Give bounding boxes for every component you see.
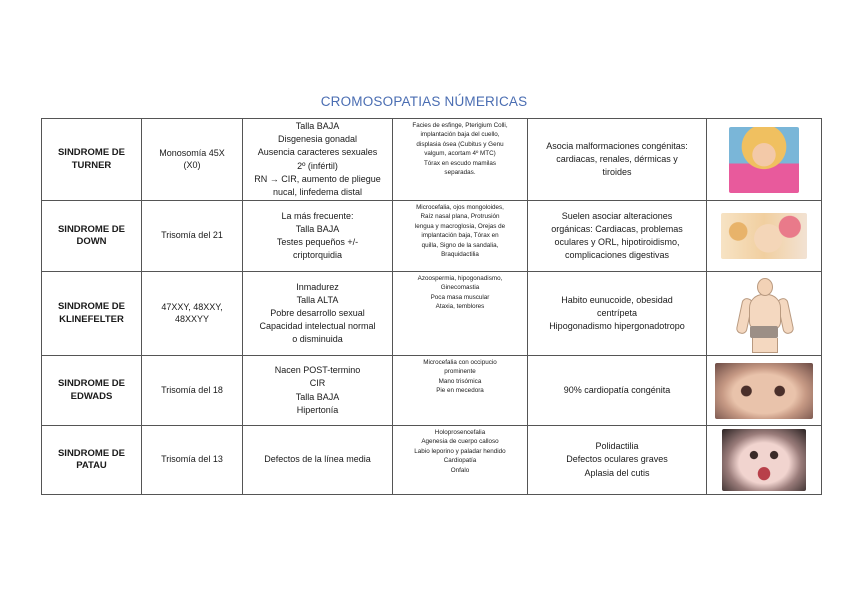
cell-line: valgum, acortam 4º MTC): [424, 150, 496, 158]
cell-line: tiroides: [602, 167, 632, 178]
cell-line: prominente: [444, 368, 476, 376]
cell-line: 90% cardiopatía congénita: [563, 384, 671, 395]
cell-line: (X0): [183, 159, 201, 170]
cell-line: Labio leporino y paladar hendido: [414, 447, 506, 455]
cell-line: Cardiopatía: [443, 457, 477, 465]
cell-line: RN → CIR, aumento de pliegue: [254, 173, 381, 184]
cell-line: Braquidactilia: [441, 251, 479, 259]
clinical-features: [243, 356, 393, 426]
cell-line: DOWN: [76, 236, 107, 247]
patau-infant-photo-icon: [722, 429, 806, 491]
cell-line: SINDROME DE: [57, 447, 126, 459]
cell-line: Facies de esfinge, Pterigium Colli,: [412, 122, 508, 129]
phenotype-features: [393, 119, 528, 201]
cell-line: Nacen POST-termino: [274, 365, 361, 376]
karyotype: [142, 201, 243, 272]
phenotype-features: [393, 426, 528, 495]
cell-line: Onfalo: [450, 466, 470, 474]
table-row: [42, 272, 822, 356]
cell-line: Defectos oculares graves: [566, 454, 668, 465]
cell-line: Talla BAJA: [295, 121, 340, 132]
cell-line: Habito eunucoide, obesidad: [561, 294, 673, 305]
cell-line: SINDROME DE: [57, 301, 126, 313]
cell-line: Trisomía del 13: [161, 454, 223, 465]
cell-line: criptorquidia: [292, 250, 343, 261]
karyotype: [142, 272, 243, 356]
table-row: [42, 201, 822, 272]
syndrome-photo: [707, 201, 822, 272]
cell-line: Microcefalia, ojos mongoloides,: [416, 204, 504, 211]
cell-line: Disgenesia gonadal: [277, 134, 358, 145]
cell-line: Hipertonía: [296, 404, 339, 415]
cell-line: Ginecomastia: [440, 284, 480, 292]
cell-line: Monosomía 45X: [159, 147, 225, 158]
cell-line: Testes pequeños +/-: [276, 237, 359, 247]
clinical-features: [243, 272, 393, 356]
cell-line: o disminuida: [292, 334, 343, 345]
cell-line: displasia ósea (Cubitus y Genu: [416, 140, 504, 148]
cell-line: 2º (infértil): [297, 160, 338, 171]
cell-line: Aplasia del cutis: [584, 467, 650, 478]
associated-conditions: [528, 426, 707, 495]
cell-line: Mano trisómica: [438, 377, 482, 385]
cell-line: Ataxia, temblores: [435, 303, 485, 311]
cell-line: Microcefalia con occipucio: [423, 359, 497, 366]
cell-line: cardiacas, renales, dérmicas y: [556, 153, 678, 164]
cell-line: TURNER: [71, 159, 112, 171]
cell-line: Inmadurez: [296, 281, 339, 292]
cell-line: Capacidad intelectual normal: [259, 321, 376, 332]
cell-line: orgánicas: Cardiacas, problemas: [551, 223, 683, 234]
associated-conditions: [528, 201, 707, 272]
cell-line: Pie en mecedora: [436, 387, 484, 395]
cell-line: SINDROME DE: [57, 378, 126, 390]
karyotype: [142, 356, 243, 426]
klinefelter-figure-illustration-icon: [729, 276, 799, 352]
clinical-features: [243, 426, 393, 495]
associated-conditions: [528, 119, 707, 201]
edwards-infant-photo-icon: [715, 363, 813, 419]
cell-line: implantación baja del cuello,: [420, 131, 500, 139]
cell-line: EDWADS: [70, 390, 113, 402]
cell-line: Talla ALTA: [296, 294, 339, 305]
cell-line: La más frecuente:: [281, 210, 354, 221]
table-row: [42, 356, 822, 426]
cell-line: Agenesia de cuerpo calloso: [421, 438, 499, 446]
cell-line: CIR: [309, 378, 326, 389]
associated-conditions: [528, 272, 707, 356]
syndrome-name: [42, 356, 142, 426]
associated-conditions: [528, 356, 707, 426]
cromosopatias-table: [41, 118, 822, 495]
cell-line: separadas.: [444, 169, 476, 177]
clinical-features: [243, 201, 393, 272]
cell-line: nucal, linfedema distal: [272, 186, 363, 197]
page-title: CROMOSOPATIAS NÚMERICAS: [320, 94, 528, 109]
syndrome-name: [42, 119, 142, 201]
cell-line: complicaciones digestivas: [564, 250, 670, 261]
syndrome-photo: [707, 356, 822, 426]
cell-line: Polidactilia: [595, 441, 639, 452]
cell-line: Trisomía del 18: [161, 384, 223, 395]
cell-line: Defectos de la línea media: [264, 454, 371, 465]
turner-girl-photo-icon: [729, 127, 799, 193]
cell-line: Azoospermia, hipogonadismo,: [417, 275, 503, 282]
syndrome-name: [42, 272, 142, 356]
cell-line: Holoprosencefalia: [434, 429, 486, 436]
cell-line: oculares y ORL, hipotiroidismo,: [554, 237, 680, 247]
syndrome-name: [42, 201, 142, 272]
cell-line: 48XXYY: [174, 313, 210, 324]
down-baby-photo-icon: [721, 213, 807, 259]
karyotype: [142, 119, 243, 201]
clinical-features: [243, 119, 393, 201]
cell-line: Raíz nasal plana, Protrusión: [420, 213, 500, 221]
syndrome-photo: [707, 426, 822, 495]
cell-line: Talla BAJA: [295, 391, 340, 402]
cell-line: quilla, Signo de la sandalia,: [421, 241, 499, 249]
cell-line: Trisomía del 21: [161, 230, 223, 241]
phenotype-features: [393, 201, 528, 272]
cell-line: Tórax en escudo mamilas: [423, 159, 497, 167]
syndrome-photo: [707, 272, 822, 356]
cell-line: implantación baja, Tórax en: [421, 232, 499, 240]
cell-line: SINDROME DE: [57, 147, 126, 159]
cell-line: Ausencia caracteres sexuales: [257, 147, 378, 158]
cell-line: Talla BAJA: [295, 223, 340, 234]
cell-line: Poca masa muscular: [430, 293, 490, 301]
cell-line: lengua y macroglosia, Orejas de: [414, 222, 506, 230]
cell-line: SINDROME DE: [57, 223, 126, 235]
syndrome-name: [42, 426, 142, 495]
table-row: [42, 119, 822, 201]
phenotype-features: [393, 272, 528, 356]
cell-line: centrípeta: [596, 307, 638, 318]
table-row: [42, 426, 822, 495]
cell-line: KLINEFELTER: [59, 313, 124, 325]
cell-line: Asocia malformaciones congénitas:: [546, 140, 688, 151]
cell-line: Pobre desarrollo sexual: [270, 307, 365, 318]
cell-line: Hipogonadismo hipergonadotropo: [549, 321, 685, 332]
cell-line: PATAU: [76, 460, 107, 471]
phenotype-features: [393, 356, 528, 426]
karyotype: [142, 426, 243, 495]
syndrome-photo: [707, 119, 822, 201]
cell-line: 47XXY, 48XXY,: [161, 301, 223, 312]
cell-line: Suelen asociar alteraciones: [561, 210, 673, 221]
